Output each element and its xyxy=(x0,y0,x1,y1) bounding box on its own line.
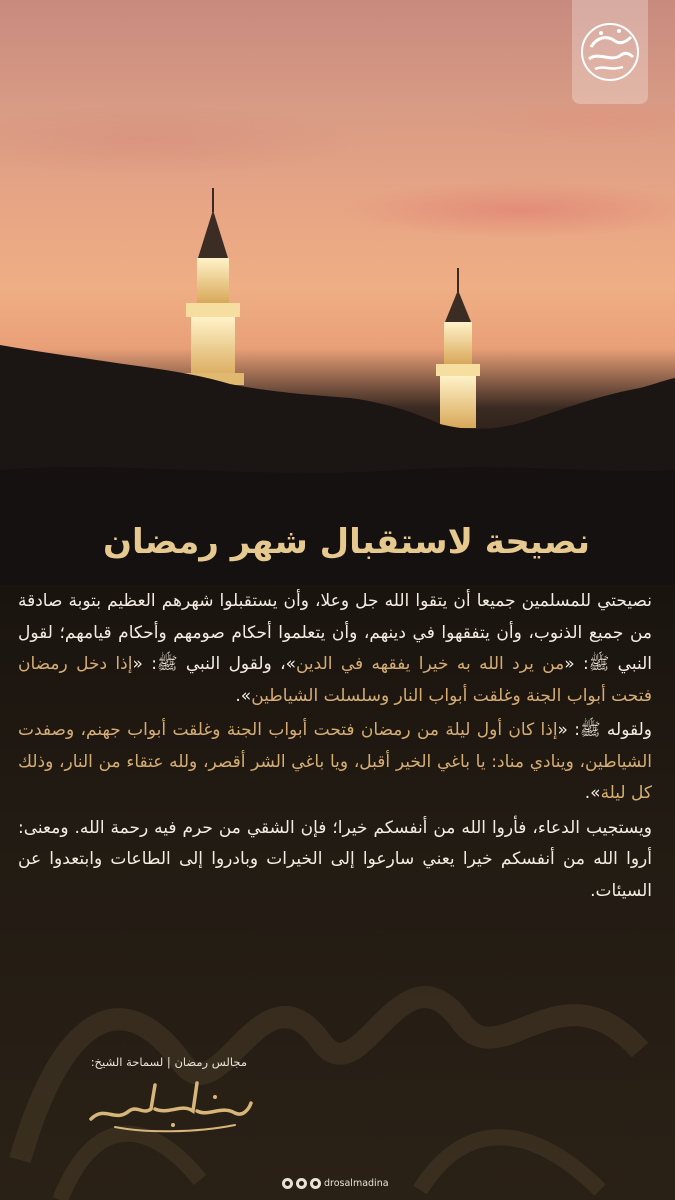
logo-emblem xyxy=(572,0,648,104)
social-handle[interactable]: drosalmadina xyxy=(324,1177,389,1189)
paragraph-text: ». xyxy=(235,685,252,706)
paragraph-text: »، ولقول النبي ﷺ: « xyxy=(132,654,296,674)
instagram-icon[interactable] xyxy=(310,1178,321,1189)
hadith-quote: إذا دخل رمضان فتحت أبواب الجنة وغلقت أبواب النار وسلسلت الشياطين xyxy=(18,654,652,706)
hadith-quote: إذا كان أول ليلة من رمضان فتحت أبواب الجنة وغلقت أبواب جهنم، وصفدت الشياطين، وينادي مناد: يا باغي الخير أقبل، ويا باغي الشر أقصر، ولله عتقاء من النار، وذلك كل ليلة xyxy=(18,720,652,803)
paragraph-text: ويستجيب الدعاء، فأروا الله من أنفسكم خيرا؛ فإن الشقي من حرم فيه رحمة الله. ومعنى: أروا الله من أنفسكم خيرا يعني سارعوا إلى الخيرات وبادروا إلى الطاعات وابتعدوا عن السيئات. xyxy=(18,817,652,901)
telegram-icon[interactable] xyxy=(282,1178,293,1189)
paragraph-3 xyxy=(18,813,652,908)
paragraph-text: ولقوله ﷺ: « xyxy=(557,720,652,740)
social-footer xyxy=(282,1175,389,1191)
calligraphy-watermark xyxy=(0,900,675,1200)
signature-calligraphy xyxy=(85,1075,255,1135)
youtube-icon[interactable] xyxy=(296,1178,307,1189)
right-minaret xyxy=(436,268,480,428)
hadith-quote: من يرد الله به خيرا يفقهه في الدين xyxy=(295,654,565,674)
advice-text xyxy=(18,586,652,910)
paragraph-text: ». xyxy=(584,783,601,803)
paragraph-1 xyxy=(18,586,652,712)
page-title: نصيحة لاستقبال شهر رمضان xyxy=(103,522,590,562)
logo-icon xyxy=(577,19,643,85)
paragraph-2 xyxy=(18,715,652,810)
paragraph-text: نصيحتي للمسلمين جميعا أن يتقوا الله جل وعلا، وأن يستقبلوا شهرهم العظيم بتوبة صادقة من جميع الذنوب، وأن يتفقهوا في دينهم، وأن يتعلموا أحكام صومهم وأحكام قيامهم؛ لقول النبي ﷺ: « xyxy=(18,591,653,674)
left-minaret xyxy=(182,188,244,385)
source-credit: مجالس رمضان | لسماحة الشيخ: xyxy=(90,1055,247,1069)
